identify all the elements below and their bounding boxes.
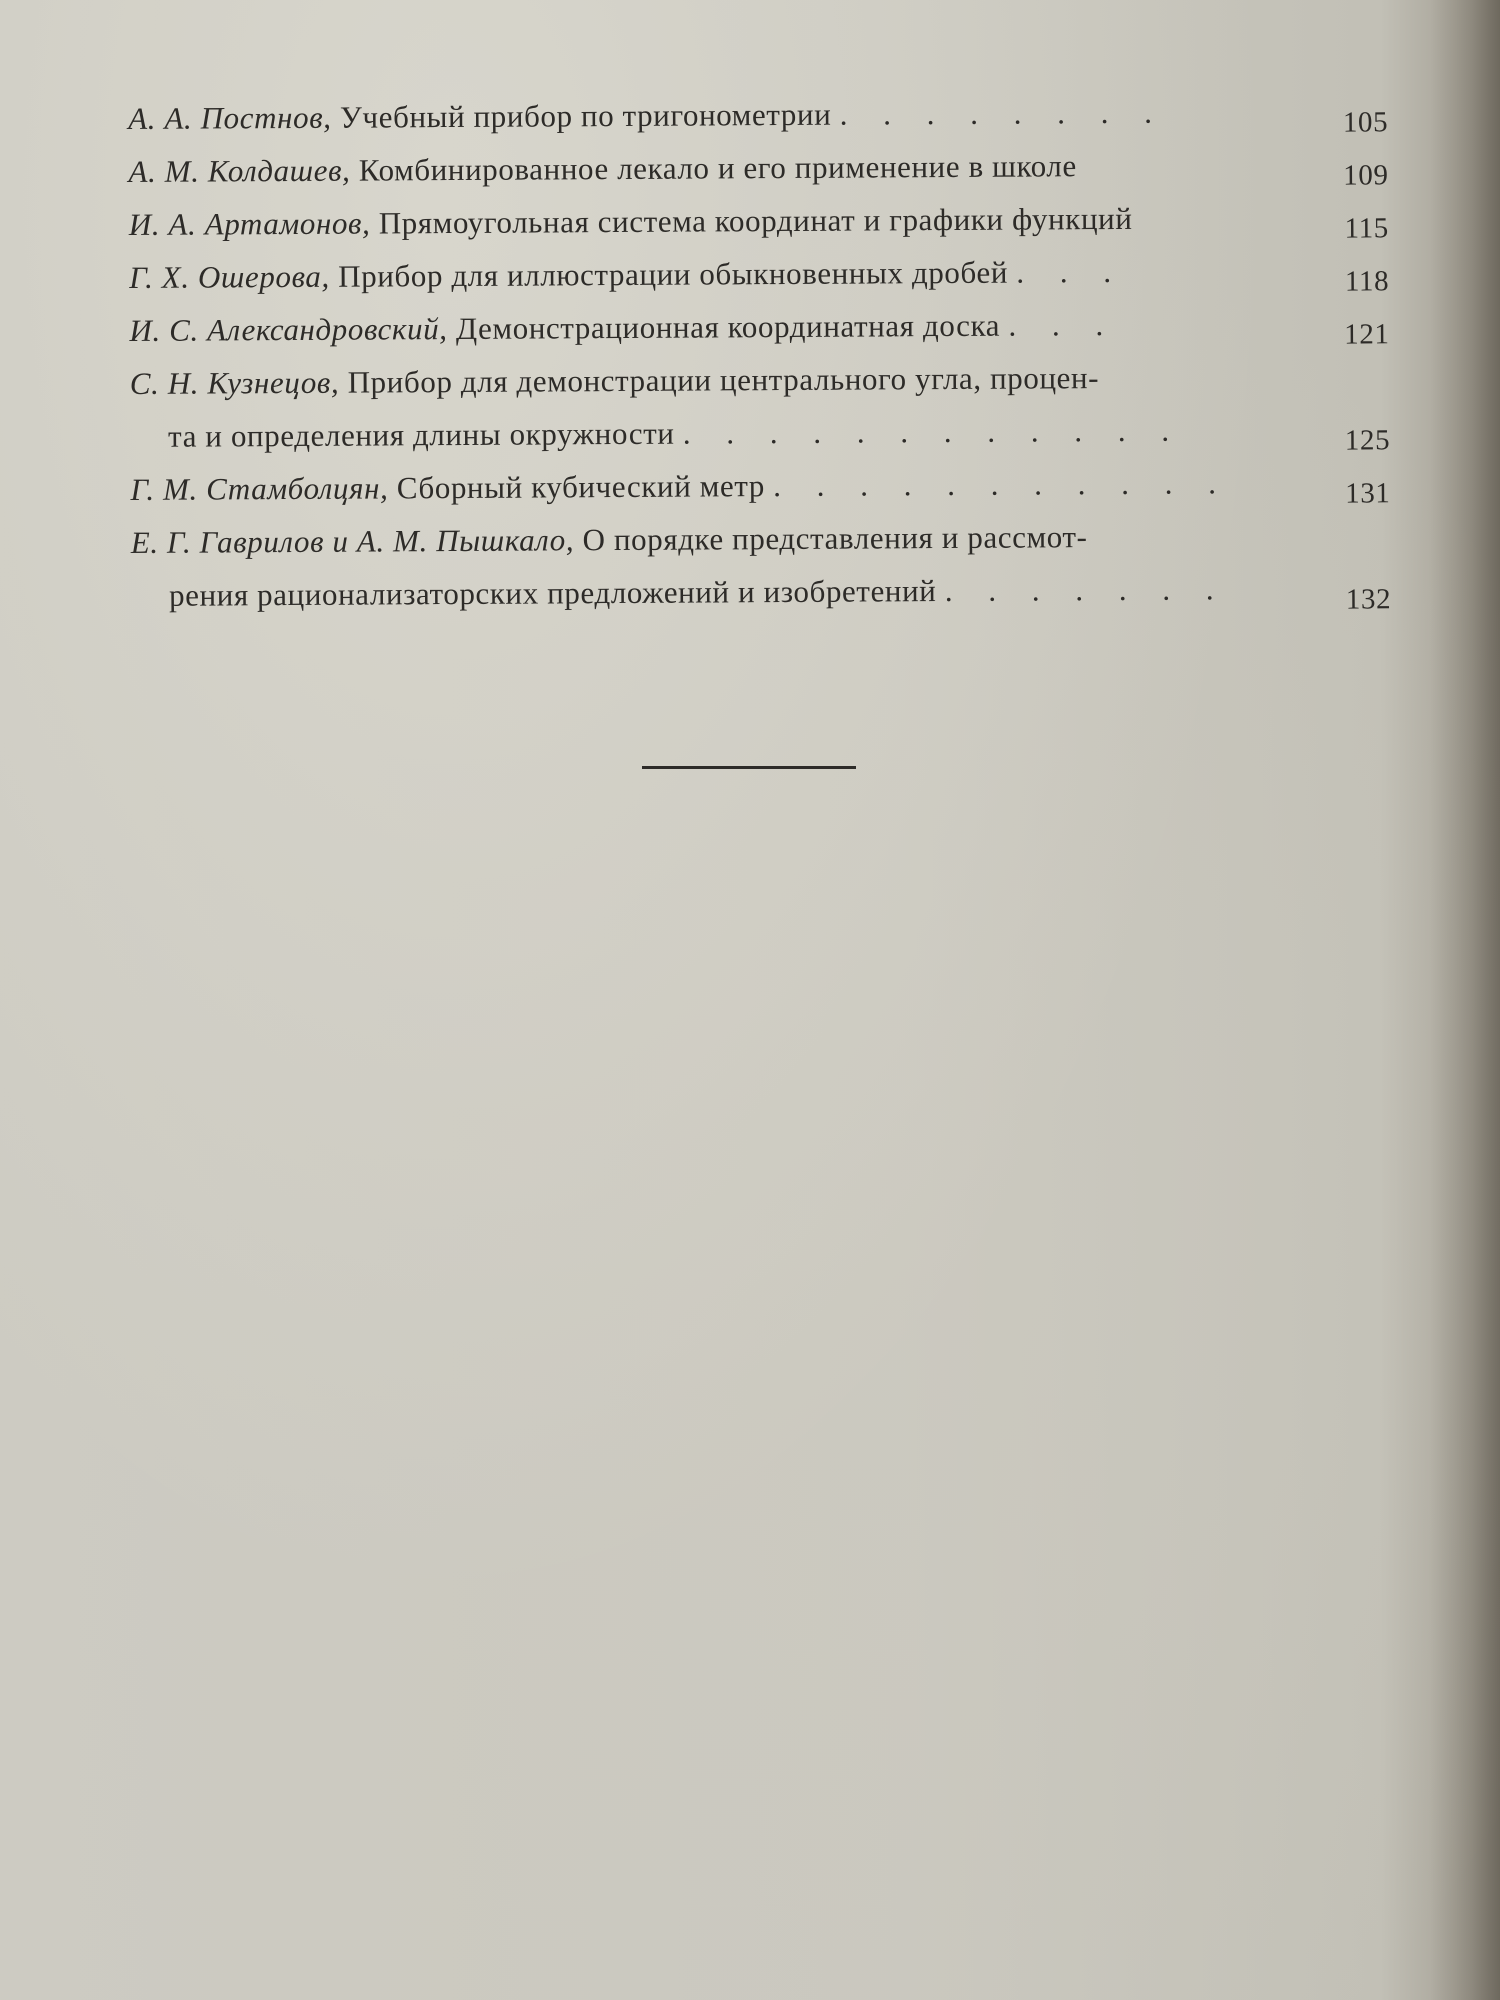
toc-title-continuation	[130, 403, 1310, 463]
toc-title: Комбинированное лекало и его применение в школе	[358, 148, 1077, 188]
toc-leader-dots: . . . . . . . . . . .	[773, 465, 1231, 504]
toc-page-number: 118	[1344, 265, 1390, 298]
toc-title: Демонстрационная координатная доска	[455, 307, 1001, 347]
toc-author: А. М. Колдашев,	[128, 152, 351, 189]
toc-title: Сборный кубический метр	[396, 468, 765, 506]
toc-title: Прибор для демонстрации центрального угла, процен-	[347, 360, 1100, 400]
spine-shadow	[1430, 0, 1500, 2000]
toc-title: Прибор для иллюстрации обыкновенных дробей	[338, 254, 1009, 294]
toc-page-number: 131	[1345, 477, 1391, 510]
toc-author: А. А. Постнов,	[128, 99, 332, 136]
toc-leader-dots: . . .	[1016, 253, 1126, 290]
toc-page-number: 115	[1344, 212, 1389, 245]
toc-entry-text	[129, 297, 1309, 357]
toc-entry	[130, 455, 1430, 516]
toc-entry-text	[128, 138, 1308, 198]
toc-entry-text	[129, 191, 1309, 251]
toc-leader-dots: . . . . . . . . . . . .	[682, 412, 1184, 451]
toc-title: Прямоугольная система координат и графики функций	[378, 200, 1133, 241]
toc-entry	[131, 508, 1432, 622]
toc-author: Г. Х. Ошерова,	[129, 258, 330, 295]
toc-entry	[130, 349, 1431, 463]
toc-author: Г. М. Стамболцян,	[130, 470, 389, 507]
toc-page-number: 125	[1344, 424, 1391, 457]
toc-page-number: 105	[1342, 106, 1389, 139]
toc-entry-text	[130, 350, 1311, 463]
toc-entry-text	[130, 456, 1310, 516]
toc-page-number: 109	[1343, 159, 1389, 192]
toc-title-continuation-text: та и определения длины окружности	[167, 415, 675, 454]
toc-author: Е. Г. Гаврилов и А. М. Пышкало,	[130, 522, 575, 560]
toc-title-continuation	[131, 562, 1311, 622]
toc-page-number: 121	[1344, 318, 1390, 351]
toc-author: И. А. Артамонов,	[128, 205, 371, 242]
toc-entry	[128, 137, 1428, 198]
toc-entry	[128, 84, 1428, 145]
toc-title: Учебный прибор по тригонометрии	[339, 96, 832, 135]
toc-entry	[129, 190, 1429, 251]
toc-entry	[129, 243, 1429, 304]
toc-leader-dots: . . . . . . .	[944, 571, 1228, 609]
toc-author: С. Н. Кузнецов,	[129, 364, 340, 401]
toc-entry-text	[129, 244, 1309, 304]
toc-leader-dots: . . . . . . . .	[839, 94, 1167, 132]
toc-entry-text	[131, 509, 1312, 622]
toc-entry	[129, 296, 1429, 357]
toc-leader-dots: . . .	[1008, 306, 1118, 343]
toc-title-continuation-text: рения рационализаторских предложений и изобретений	[168, 573, 937, 613]
toc-entry-text	[128, 85, 1308, 145]
toc-author: И. С. Александровский,	[129, 311, 448, 348]
toc-title: О порядке представления и рассмот-	[582, 519, 1088, 558]
table-of-contents	[128, 84, 1431, 622]
section-end-rule	[642, 766, 856, 769]
toc-page-number: 132	[1345, 583, 1392, 616]
